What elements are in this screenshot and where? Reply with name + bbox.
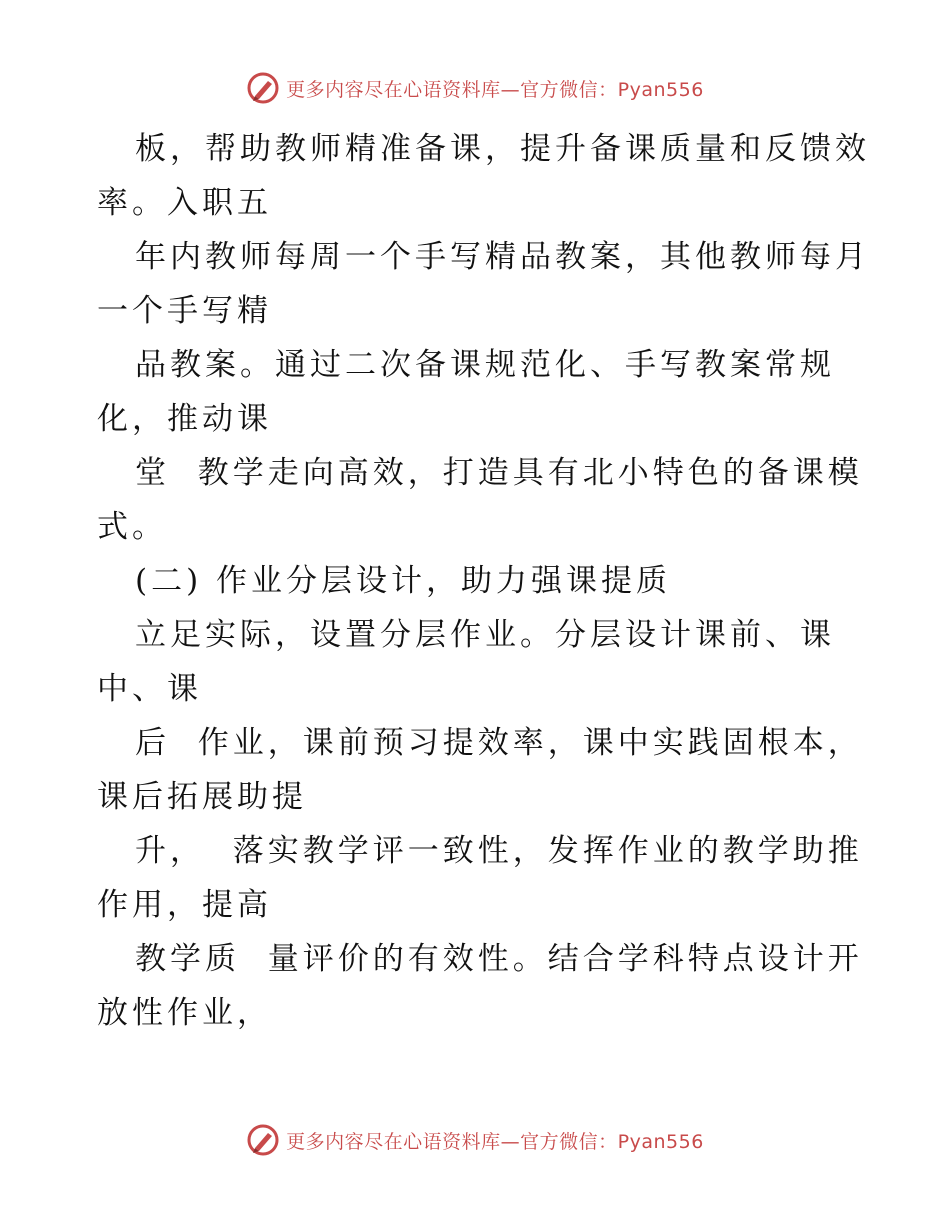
text-line: 板，帮助教师精准备课，提升备课质量和反馈效 <box>135 131 870 167</box>
text-line: 品教案。通过二次备课规范化、手写教案常规 <box>135 347 835 383</box>
text-line: 放性作业， <box>97 995 272 1031</box>
text-line: 化，推动课 <box>97 401 272 437</box>
header-watermark <box>0 68 950 108</box>
footer-watermark <box>0 1120 950 1160</box>
text-line: 年内教师每周一个手写精品教案，其他教师每月 <box>135 239 870 275</box>
text-line: 立足实际，设置分层作业。分层设计课前、课 <box>135 617 835 653</box>
text-line: 作用，提高 <box>97 887 272 923</box>
document-body <box>0 122 950 1040</box>
pen-logo-icon <box>246 71 280 105</box>
text-line: 堂 教学走向高效，打造具有北小特色的备课模 <box>135 455 863 491</box>
watermark-text: 更多内容尽在心语资料库—官方微信：Pyan556 <box>286 1130 704 1153</box>
text-line: 一个手写精 <box>97 293 272 329</box>
text-line: 教学质 量评价的有效性。结合学科特点设计开 <box>135 941 863 977</box>
section-heading: (二) 作业分层设计，助力强课提质 <box>135 563 672 599</box>
text-line: 课后拓展助提 <box>97 779 307 815</box>
text-line: 升， 落实教学评一致性，发挥作业的教学助推 <box>135 833 863 869</box>
text-line: 式。 <box>97 509 167 545</box>
text-line: 率。入职五 <box>97 185 272 221</box>
text-line: 中、课 <box>97 671 202 707</box>
text-line: 后 作业，课前预习提效率，课中实践固根本， <box>135 725 863 761</box>
pen-logo-icon <box>246 1123 280 1157</box>
watermark-text: 更多内容尽在心语资料库—官方微信：Pyan556 <box>286 78 704 101</box>
